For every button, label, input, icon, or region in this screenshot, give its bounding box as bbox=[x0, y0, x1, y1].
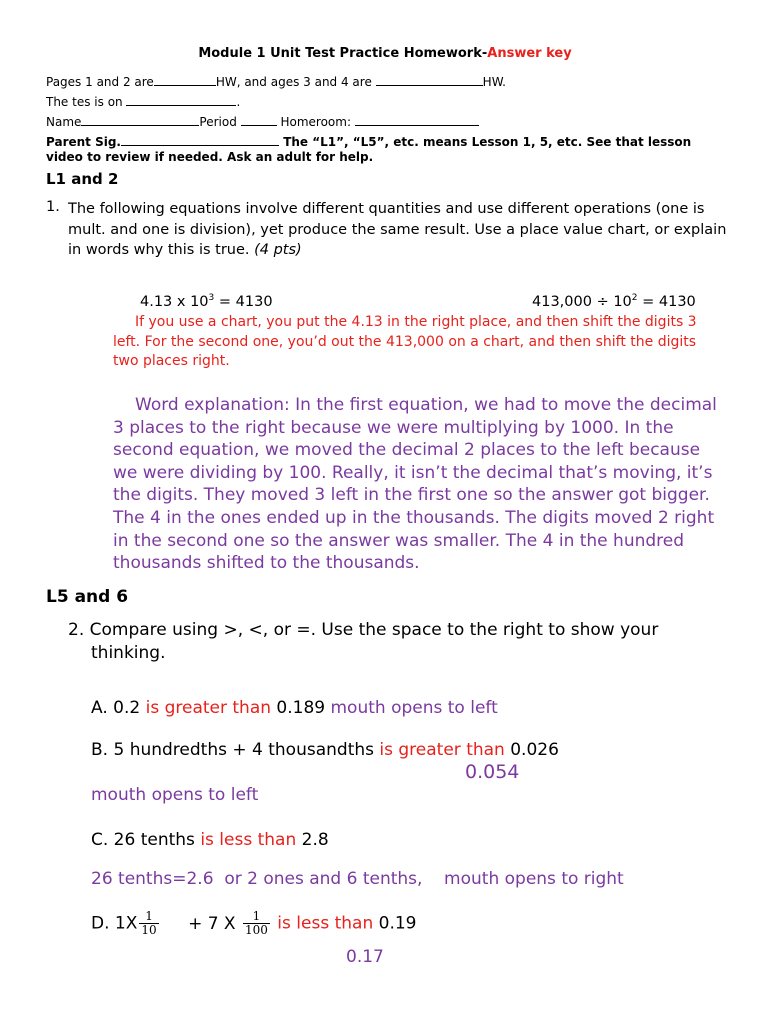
fraction-one-hundredth: $\frac{1}{100}$ bbox=[244, 909, 268, 937]
parent-signature-note: Parent Sig. The “L1”, “L5”, etc. means Lesson 1, 5, etc. See that lesson video to review if needed. Ask an adult for help. bbox=[46, 135, 692, 164]
signature-blank bbox=[121, 134, 279, 146]
period-blank bbox=[241, 112, 277, 126]
page-title: Module 1 Unit Test Practice Homework-Answer key bbox=[198, 46, 572, 61]
blank-line bbox=[126, 92, 236, 106]
item-a: A. 0.2 is greater than 0.189 mouth opens to left bbox=[91, 698, 498, 718]
chart-explanation-answer: If you use a chart, you put the 4.13 in the right place, and then shift the digits 3 left. For the second one, you’d out the 413,000 on a chart, and then shift the digits two places right. bbox=[113, 314, 697, 369]
word-explanation-answer: Word explanation: In the first equation, we had to move the decimal 3 places to the right because we were multiplying by 1000. In the second equation, we moved the decimal 2 places to the left because we were dividing by 100. Really, it isn’t the decimal that’s moving, it’s the digits. They moved 3 left in the first one so the answer got bigger. The 4 in the ones ended up in the thousands. The digits moved 2 right in the second one so the answer was smaller. The 4 in the hundred thousands shifted to the thousands. bbox=[113, 395, 717, 574]
name-blank bbox=[81, 112, 199, 126]
item-b-work: 0.054 bbox=[465, 761, 520, 783]
header-line-name: Name Period Homeroom: bbox=[46, 112, 479, 132]
item-c: C. 26 tenths is less than 2.8 bbox=[91, 830, 329, 850]
blank-line bbox=[376, 72, 483, 86]
fraction-one-tenth: $\frac{1}{10}$ bbox=[141, 909, 157, 937]
homeroom-blank bbox=[355, 112, 479, 126]
item-b-note: mouth opens to left bbox=[91, 785, 259, 805]
equation-division: $413,000 \div 10^2 = 4130$ bbox=[532, 293, 696, 310]
section-heading-l5-6: L5 and 6 bbox=[46, 587, 129, 607]
blank-line bbox=[154, 72, 216, 86]
header-line-test-date: The tes is on . bbox=[46, 92, 240, 112]
item-d: D. 1X $\frac{1}{10}$ + 7 X $\frac{1}{100}$ is less than 0.19 bbox=[91, 909, 417, 937]
section-heading-l1-2: L1 and 2 bbox=[46, 170, 119, 188]
item-c-note: 26 tenths=2.6 or 2 ones and 6 tenths, mouth opens to right bbox=[91, 869, 624, 889]
item-d-work: 0.17 bbox=[346, 947, 384, 967]
answer-key-label: Answer key bbox=[487, 46, 572, 61]
equation-multiplication: 4.13 x $10^3 = 4130$ bbox=[140, 293, 273, 310]
header-line-pages: Pages 1 and 2 are HW, and ages 3 and 4 are HW. bbox=[46, 72, 506, 92]
question-1-text: The following equations involve different quantities and use different operations (one is mult. and one is division), yet produce the same result. Use a place value chart, or explain in words why this is true. (4 pts) bbox=[68, 201, 727, 258]
question-1-number: 1. bbox=[46, 199, 60, 215]
item-b: B. 5 hundredths + 4 thousandths is greater than 0.026 bbox=[91, 740, 559, 760]
question-2-text: 2. Compare using >, <, or =. Use the space to the right to show your thinking. bbox=[68, 620, 659, 663]
